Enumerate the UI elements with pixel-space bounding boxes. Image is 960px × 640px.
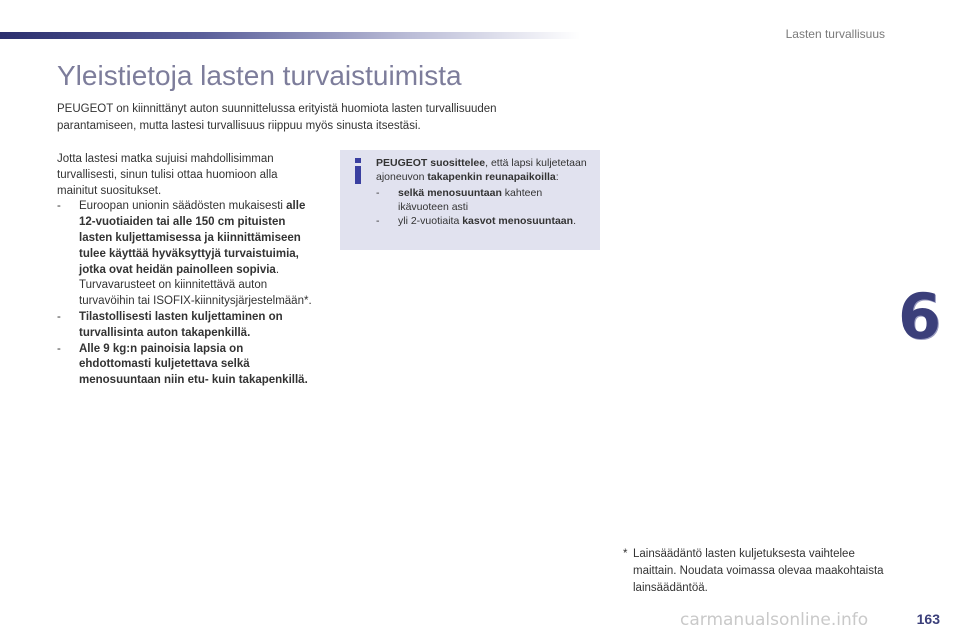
list-item <box>57 310 312 342</box>
list-item <box>57 342 312 389</box>
info-item-text: kahteen ikävuoteen asti <box>398 187 543 213</box>
info-list <box>376 186 590 228</box>
chapter-number: 6 <box>898 280 942 353</box>
recommendations-column <box>57 152 312 389</box>
list-dash: - <box>57 342 61 355</box>
footnote <box>623 546 893 597</box>
info-lead-bold: PEUGEOT suosittelee <box>376 157 486 169</box>
info-icon <box>352 158 364 184</box>
page-number: 163 <box>916 611 940 627</box>
list-item <box>57 199 312 310</box>
info-item-bold: selkä menosuuntaan <box>398 187 502 199</box>
info-box <box>340 150 600 250</box>
list-item-bold: alle 12-vuotiaiden tai alle 150 cm pituisten lasten kuljettamisessa ja kiinnittämiseen tulee käyttää hyväksyttyjä turvaistuimia, jotka ovat heidän painolleen sopivia <box>79 200 306 276</box>
list-item-bold: Tilastollisesti lasten kuljettaminen on turvallisinta auton takapenkillä. <box>79 310 283 339</box>
list-item-text: . Turvavarusteet on kiinnitettävä auton turvavöihin tai ISOFIX-kiinnitysjärjestelmään*. <box>79 263 312 308</box>
recommendations-lead: Jotta lastesi matka sujuisi mahdollisimman turvallisesti, sinun tulisi ottaa huomioon alla mainitut suositukset. <box>57 153 278 197</box>
info-lead-text: , että lapsi kuljetetaan ajoneuvon <box>376 157 587 183</box>
info-item-end: . <box>573 215 576 227</box>
recommendations-list <box>57 199 312 389</box>
intro-paragraph: PEUGEOT on kiinnittänyt auton suunnittelussa erityistä huomiota lasten turvallisuuden parantamiseen, mutta lastesi turvallisuus riippuu myös sinusta itsestäsi. <box>57 103 497 132</box>
list-dash: - <box>57 310 61 323</box>
footnote-text: Lainsäädäntö lasten kuljetuksesta vaihtelee maittain. Noudata voimassa olevaa maakohtaista lainsäädäntöä. <box>633 548 884 594</box>
list-item <box>376 186 590 214</box>
list-dash: - <box>376 187 380 199</box>
page-title: Yleistietoja lasten turvaistuimista <box>57 60 462 91</box>
info-lead-bold-2: takapenkin reunapaikoilla <box>427 171 556 183</box>
watermark: carmanualsonline.info <box>680 610 869 630</box>
section-title: Lasten turvallisuus <box>785 27 885 41</box>
footnote-star: * <box>623 548 628 560</box>
list-dash: - <box>57 200 61 213</box>
list-item-text: Euroopan unionin säädösten mukaisesti <box>79 200 283 213</box>
info-box-lead <box>376 156 590 184</box>
info-item-bold: kasvot menosuuntaan <box>462 215 574 227</box>
header-accent-bar <box>0 32 580 39</box>
info-item-text: yli 2-vuotiaita <box>398 215 463 227</box>
list-item <box>376 214 590 228</box>
info-lead-end: : <box>555 171 559 183</box>
list-item-bold: Alle 9 kg:n painoisia lapsia on ehdottomasti kuljetettava selkä menosuuntaan niin etu- kuin takapenkillä. <box>79 342 308 387</box>
list-dash: - <box>376 215 380 227</box>
